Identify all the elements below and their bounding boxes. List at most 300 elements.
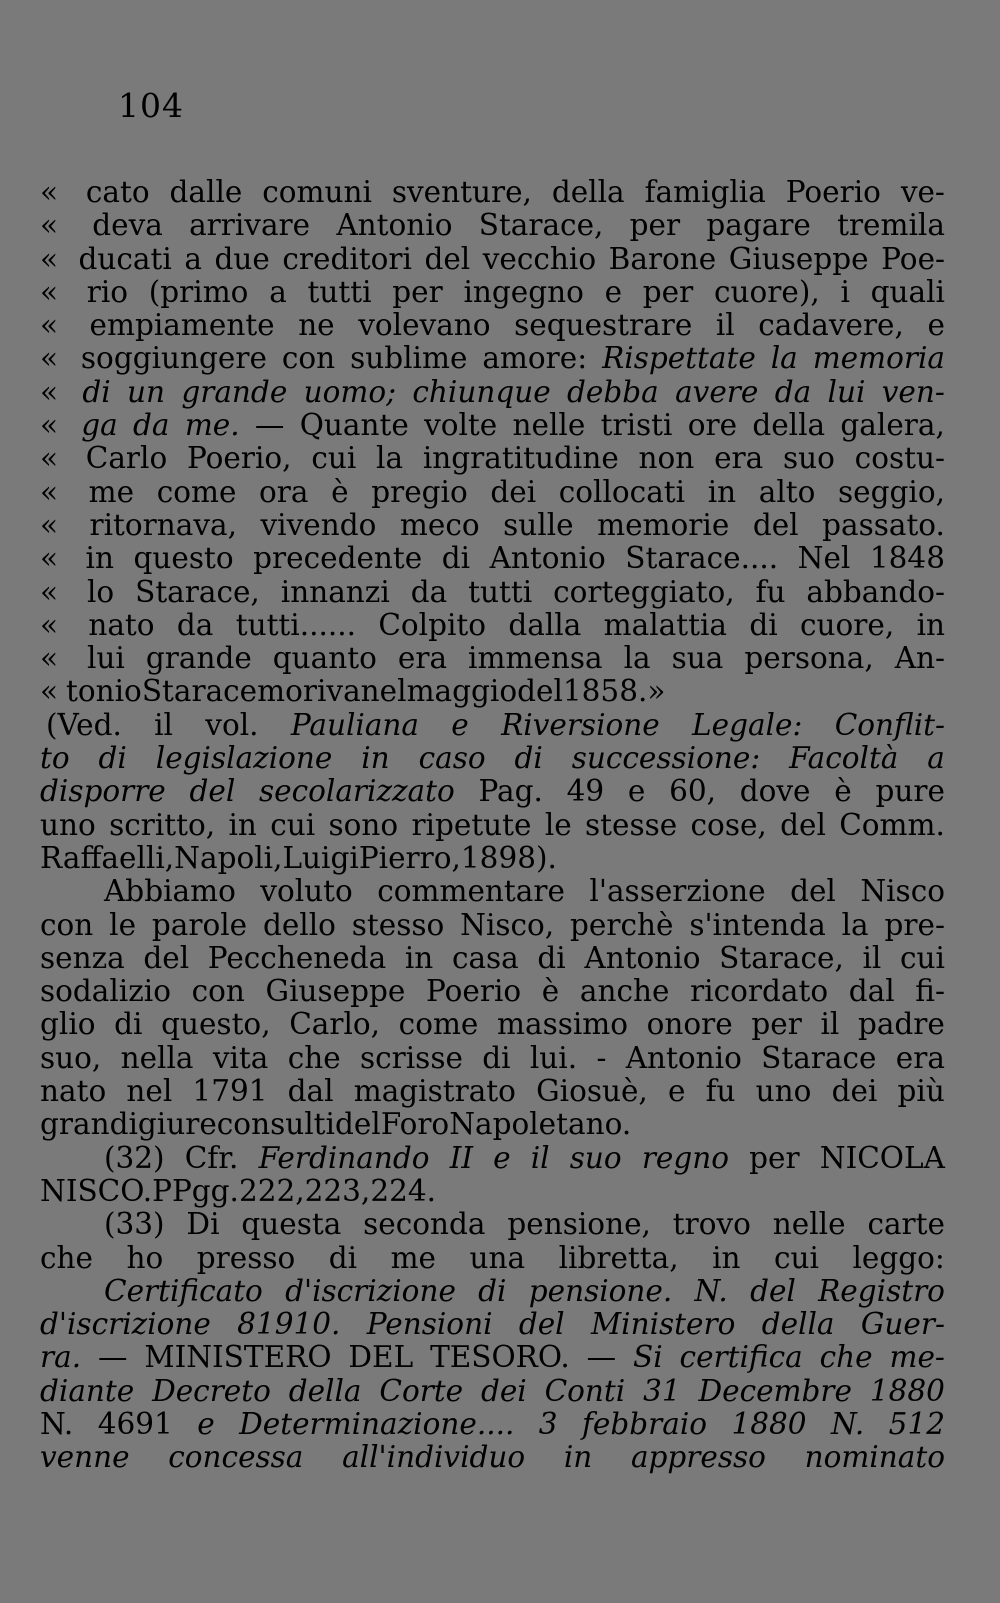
word: del: [790, 874, 836, 909]
word: della: [752, 408, 826, 443]
text-line: [40, 1175, 945, 1208]
word: lui: [87, 641, 125, 676]
word: uno: [40, 807, 96, 842]
word: Poe-: [881, 241, 945, 276]
word: MINISTERO: [144, 1340, 332, 1375]
word: Abbiamo: [104, 874, 236, 909]
text-line: [40, 409, 945, 442]
word: suo: [783, 441, 835, 476]
word: con: [191, 974, 245, 1009]
text-line: [40, 1208, 945, 1241]
word: era: [895, 1040, 945, 1075]
word: Barone: [608, 241, 717, 276]
word: ingratitudine: [422, 441, 619, 476]
italic-word: caso: [418, 741, 486, 776]
italic-word: Si: [633, 1340, 663, 1375]
italic-word: della: [761, 1307, 835, 1342]
word: sequestrare: [514, 308, 693, 343]
text-line: [40, 1008, 945, 1041]
word: dei: [831, 1074, 878, 1109]
word: del: [780, 807, 826, 842]
word: nelle: [772, 1207, 846, 1242]
text-line: [40, 875, 945, 908]
word: me: [88, 474, 135, 509]
word: 223,: [304, 1173, 371, 1208]
text-line: [40, 476, 945, 509]
word: 1848: [869, 541, 945, 576]
word: onore: [646, 1007, 733, 1042]
word: Starace: [761, 1040, 877, 1075]
text-line: [40, 909, 945, 942]
italic-word: Pensioni: [366, 1307, 493, 1342]
italic-word: e: [197, 1406, 215, 1441]
word: ne: [298, 308, 335, 343]
word: Napoletano.: [449, 1107, 632, 1142]
word: (primo: [148, 274, 249, 309]
word: Comm.: [839, 807, 945, 842]
word: nella: [120, 1040, 194, 1075]
word: le: [544, 807, 572, 842]
italic-word: Pauliana: [290, 707, 419, 742]
text-line: [40, 243, 945, 276]
italic-word: da: [774, 374, 812, 409]
word: per: [751, 1007, 802, 1042]
word: NISCO.: [40, 1173, 153, 1208]
italic-word: ra.: [40, 1340, 82, 1375]
word: maggio: [406, 674, 518, 709]
word: del: [334, 1107, 381, 1142]
italic-word: dei: [480, 1373, 527, 1408]
word: NICOLA: [819, 1140, 945, 1175]
quote-guillemet: «: [40, 241, 59, 276]
word: non: [638, 441, 695, 476]
page-number: 104: [118, 86, 184, 125]
word: pagare: [706, 208, 811, 243]
word: nel: [126, 1074, 173, 1109]
italic-word: uomo;: [303, 374, 397, 409]
italic-word: 3: [538, 1406, 558, 1441]
italic-word: Ferdinando: [258, 1140, 430, 1175]
word: Peccheneda: [207, 940, 387, 975]
italic-word: II: [449, 1140, 473, 1175]
word: da: [176, 607, 214, 642]
word: della: [551, 175, 625, 209]
italic-word: secolarizzato: [259, 774, 455, 809]
word: »: [647, 674, 666, 709]
italic-word: Determinazione....: [239, 1406, 515, 1441]
word: carte: [867, 1207, 945, 1242]
word: di: [482, 1040, 511, 1075]
italic-word: all'individuo: [342, 1440, 526, 1475]
word: volevano: [358, 308, 491, 343]
text-line: [40, 576, 945, 609]
word: per: [629, 208, 681, 243]
text-line: [40, 509, 945, 542]
word: senza: [40, 940, 125, 975]
word: massimo: [497, 1007, 629, 1042]
word: glio: [40, 1007, 96, 1042]
word: dal: [287, 1074, 334, 1109]
word: ore: [687, 408, 738, 443]
word: (33): [104, 1207, 165, 1242]
word: Poerio: [785, 175, 881, 209]
word: di: [328, 1240, 358, 1275]
word: è: [834, 774, 852, 809]
word: questo,: [161, 1007, 271, 1042]
word: vol.: [205, 707, 259, 742]
word: che: [287, 1040, 341, 1075]
word: Nel: [797, 541, 851, 576]
italic-word: e: [493, 1140, 511, 1175]
word: Antonio: [584, 940, 701, 975]
word: Napoli,: [174, 840, 283, 875]
quote-guillemet: «: [40, 607, 59, 642]
italic-word: Legale:: [692, 707, 803, 742]
word: malattia: [603, 607, 727, 642]
word: —: [586, 1340, 617, 1375]
italic-word: me-: [889, 1340, 945, 1375]
word: meco: [399, 507, 480, 542]
text-line: [40, 942, 945, 975]
text-line: [40, 1242, 945, 1275]
word: (32): [104, 1140, 165, 1175]
word: famiglia: [644, 175, 766, 209]
word: l'asserzione: [589, 874, 766, 909]
text-line: [40, 442, 945, 475]
word: è: [541, 974, 560, 1009]
word: scritto,: [109, 807, 216, 842]
quote-guillemet: «: [40, 308, 59, 343]
italic-word: 512: [888, 1406, 945, 1441]
word: anche: [579, 974, 670, 1009]
word: Giuseppe: [265, 974, 406, 1009]
word: quali: [870, 274, 945, 309]
italic-word: che: [819, 1340, 873, 1375]
word: tutti......: [235, 607, 356, 642]
word: Starace,: [135, 574, 260, 609]
word: (Ved.: [46, 707, 122, 742]
word: scrisse: [359, 1040, 463, 1075]
word: Di: [186, 1207, 220, 1242]
word: nelle: [512, 408, 586, 443]
italic-word: memoria: [812, 341, 945, 376]
word: Nisco: [860, 874, 945, 909]
word: il: [862, 940, 882, 975]
word: lui.: [529, 1040, 578, 1075]
word: seggio,: [838, 474, 945, 509]
word: vecchio: [482, 241, 597, 276]
word: il: [154, 707, 173, 742]
text-line: [40, 775, 945, 808]
word: galera,: [840, 408, 945, 443]
italic-word: del: [518, 1307, 565, 1342]
word: nato: [40, 1074, 107, 1109]
quote-guillemet: «: [40, 374, 59, 409]
italic-word: ga: [81, 408, 118, 443]
word: nel: [360, 674, 407, 709]
word: ingegno: [463, 274, 584, 309]
italic-word: pensione.: [528, 1273, 673, 1308]
italic-word: e: [451, 707, 469, 742]
italic-word: 81910.: [237, 1307, 341, 1342]
word: Quante: [299, 408, 409, 443]
word: a: [184, 241, 202, 276]
italic-word: Registro: [818, 1273, 945, 1308]
italic-word: regno: [641, 1140, 730, 1175]
quote-guillemet: «: [40, 408, 59, 443]
text-line: [40, 1341, 945, 1374]
word: —: [254, 408, 285, 443]
italic-word: Conti: [544, 1373, 626, 1408]
word: vita: [212, 1040, 269, 1075]
word: immensa: [468, 641, 603, 676]
word: cato: [85, 175, 150, 209]
word: cuore,: [800, 607, 895, 642]
word: ora: [259, 474, 309, 509]
italic-word: di: [478, 1273, 507, 1308]
text-line: [40, 1441, 945, 1474]
italic-word: Decreto: [152, 1373, 271, 1408]
word: in: [712, 1240, 741, 1275]
word: stesse: [585, 807, 678, 842]
word: fu: [755, 574, 786, 609]
word: grandi: [40, 1107, 138, 1142]
text-line: [40, 1075, 945, 1108]
word: tremila: [837, 208, 945, 243]
word: sventure,: [391, 175, 532, 209]
italic-word: in: [361, 741, 390, 776]
word: è: [331, 474, 349, 509]
quote-guillemet: «: [40, 507, 59, 542]
italic-word: Certificato: [104, 1273, 263, 1308]
word: cose,: [690, 807, 767, 842]
word: lo: [86, 574, 115, 609]
word: del: [752, 507, 799, 542]
word: una: [469, 1240, 526, 1275]
word: alto: [758, 474, 816, 509]
quote-guillemet: «: [40, 341, 59, 376]
word: pensione,: [507, 1207, 651, 1242]
word: Starace: [141, 674, 258, 709]
word: DEL: [348, 1340, 414, 1375]
word: 224.: [370, 1173, 436, 1208]
word: dalle: [169, 175, 243, 209]
word: rio: [86, 274, 129, 309]
italic-word: di: [82, 374, 111, 409]
text-line: [40, 809, 945, 842]
word: cui: [270, 807, 316, 842]
word: di: [441, 541, 471, 576]
italic-word: della: [288, 1373, 362, 1408]
word: sublime: [350, 341, 468, 376]
word: commentare: [377, 874, 565, 909]
word: precedente: [253, 541, 423, 576]
text-line: [40, 742, 945, 775]
word: dalla: [508, 607, 582, 642]
quote-guillemet: «: [40, 274, 59, 309]
word: arrivare: [189, 208, 311, 243]
word: da: [410, 574, 448, 609]
text-line: [40, 342, 945, 375]
word: deva: [92, 208, 163, 243]
italic-word: Conflit-: [834, 707, 945, 742]
quote-guillemet: «: [40, 674, 59, 709]
word: s'intenda: [689, 907, 826, 942]
italic-word: Corte: [379, 1373, 464, 1408]
word: comuni: [262, 175, 372, 209]
word: Poerio: [425, 974, 522, 1009]
word: creditori: [282, 241, 412, 276]
italic-word: concessa: [168, 1440, 304, 1475]
text-line: [40, 709, 945, 742]
text-line: [40, 1108, 945, 1141]
quote-guillemet: «: [40, 175, 59, 209]
word: -: [596, 1040, 607, 1075]
word: magistrato: [353, 1074, 516, 1109]
word: soggiungere: [80, 341, 267, 376]
word: del: [143, 940, 190, 975]
word: Pierro,: [358, 840, 461, 875]
word: le: [109, 907, 137, 942]
word: ducati: [78, 241, 172, 276]
word: casa: [451, 940, 519, 975]
word: i: [840, 274, 850, 309]
word: quanto: [272, 641, 377, 676]
italic-word: disporre: [40, 774, 166, 809]
word: vivendo: [260, 507, 377, 542]
text-line: [40, 1408, 945, 1441]
word: innanzi: [280, 574, 390, 609]
word: sua: [671, 641, 724, 676]
text-line: [40, 1275, 945, 1308]
quote-guillemet: «: [40, 208, 59, 243]
word: perchè: [570, 907, 674, 942]
word: volte: [424, 408, 498, 443]
word: Starace,: [719, 940, 844, 975]
word: 4691: [97, 1406, 173, 1441]
word: del: [517, 674, 563, 709]
word: questa: [241, 1207, 342, 1242]
word: cui: [774, 1240, 819, 1275]
text-line: [40, 1308, 945, 1341]
word: Poerio,: [187, 441, 292, 476]
word: padre: [857, 1007, 945, 1042]
word: Starace,: [478, 208, 604, 243]
word: con: [281, 341, 336, 376]
italic-word: Riversione: [501, 707, 660, 742]
word: più: [897, 1074, 945, 1109]
italic-word: 31: [643, 1373, 681, 1408]
word: il: [820, 1007, 840, 1042]
word: nato: [88, 607, 155, 642]
text-line: [40, 1375, 945, 1408]
word: pure: [875, 774, 945, 809]
word: costu-: [854, 441, 945, 476]
italic-word: d'iscrizione: [285, 1273, 456, 1308]
word: —: [97, 1340, 128, 1375]
word: dove: [739, 774, 811, 809]
word: e: [627, 774, 646, 809]
word: ricordato: [690, 974, 829, 1009]
word: 1858.: [562, 674, 648, 709]
word: in: [85, 541, 114, 576]
word: era: [397, 641, 448, 676]
word: Colpito: [378, 607, 487, 642]
italic-word: Ministero: [590, 1307, 736, 1342]
word: collocati: [558, 474, 686, 509]
word: giureconsulti: [137, 1107, 335, 1142]
word: di: [749, 607, 778, 642]
word: con: [40, 907, 94, 942]
word: tristi: [600, 408, 673, 443]
text-line: [40, 609, 945, 642]
word: la: [623, 641, 651, 676]
word: passato.: [822, 507, 945, 542]
italic-word: di: [514, 741, 543, 776]
word: Antonio: [489, 541, 606, 576]
word: 222,: [238, 1173, 305, 1208]
word: come: [398, 1007, 479, 1042]
italic-word: 1880: [869, 1373, 945, 1408]
word: la: [376, 441, 404, 476]
word: Luigi: [282, 840, 359, 875]
word: An-: [894, 641, 945, 676]
word: cuore),: [713, 274, 820, 309]
word: pre-: [884, 907, 945, 942]
word: 60,: [669, 774, 716, 809]
word: dal: [848, 974, 895, 1009]
italic-word: 1880: [731, 1406, 807, 1441]
word: uno: [755, 1074, 812, 1109]
word: 49: [566, 774, 605, 809]
word: ritornava,: [89, 507, 237, 542]
italic-word: Rispettate: [602, 341, 756, 376]
word: questo: [133, 541, 234, 576]
italic-word: Decembre: [698, 1373, 852, 1408]
word: in: [404, 940, 434, 975]
italic-word: appresso: [630, 1440, 766, 1475]
word: per: [642, 274, 694, 309]
italic-word: d'iscrizione: [40, 1307, 211, 1342]
italic-word: me.: [184, 408, 240, 443]
word: Carlo: [85, 441, 168, 476]
quote-guillemet: «: [40, 574, 59, 609]
italic-word: Guer-: [860, 1307, 945, 1342]
text-line: [40, 542, 945, 575]
italic-word: del: [750, 1273, 796, 1308]
text-line: [40, 209, 945, 242]
word: Cfr.: [184, 1140, 239, 1175]
text-line: [40, 975, 945, 1008]
text-line: [40, 675, 945, 708]
italic-word: di: [98, 741, 127, 776]
text-line: [40, 642, 945, 675]
word: pregio: [371, 474, 468, 509]
word: TESORO.: [430, 1340, 570, 1375]
italic-word: Facoltà: [789, 741, 899, 776]
word: Raffaelli,: [40, 840, 175, 875]
italic-word: la: [770, 341, 798, 376]
quote-guillemet: «: [40, 474, 59, 509]
word: in: [916, 607, 945, 642]
italic-word: certifica: [679, 1340, 803, 1375]
word: trovo: [672, 1207, 751, 1242]
word: tutti: [468, 574, 533, 609]
word: Antonio: [336, 208, 453, 243]
word: grande: [145, 641, 252, 676]
word: leggo:: [852, 1240, 945, 1275]
word: moriva: [257, 674, 361, 709]
